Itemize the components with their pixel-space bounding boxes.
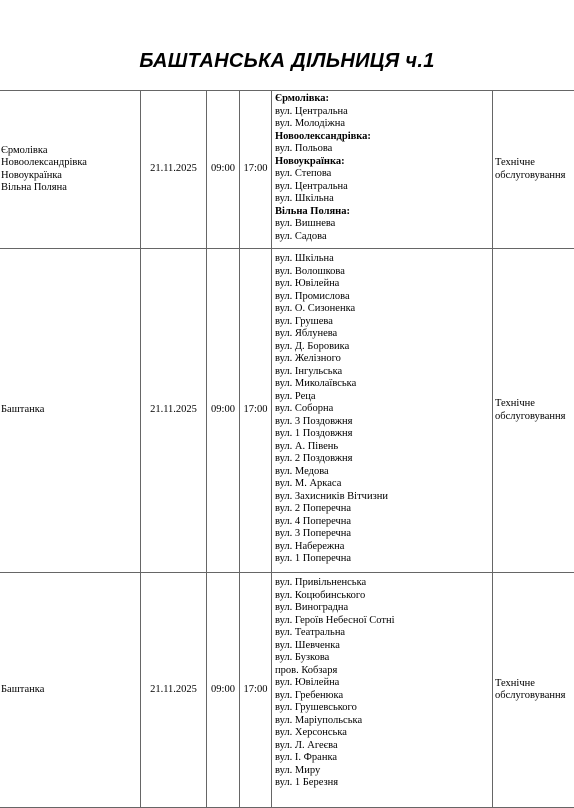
street-name: вул. Миру	[275, 765, 490, 778]
street-name: вул. Бузкова	[275, 652, 490, 665]
reason-text: обслуговування	[495, 690, 574, 703]
reason-text: Технічне	[495, 678, 574, 691]
reason-text: обслуговування	[495, 170, 574, 183]
locality-name: Баштанка	[1, 684, 138, 697]
reason-text: Технічне	[495, 398, 574, 411]
locality-cell	[0, 573, 141, 808]
street-name: вул. Шкільна	[275, 253, 490, 266]
street-name: вул. Коцюбинського	[275, 590, 490, 603]
street-name: вул. 3 Поперечна	[275, 528, 490, 541]
street-name: вул. Соборна	[275, 403, 490, 416]
locality-name: Новоолександрівка	[1, 157, 138, 170]
streets-cell	[272, 573, 493, 808]
reason-cell	[493, 249, 574, 573]
street-name: вул. 4 Поперечна	[275, 516, 490, 529]
locality-name: Вільна Поляна	[1, 182, 138, 195]
street-name: вул. 1 Поперечна	[275, 553, 490, 566]
date-cell: 21.11.2025	[141, 573, 207, 808]
street-name: вул. Польова	[275, 143, 490, 156]
table-row	[0, 91, 574, 249]
reason-cell	[493, 91, 574, 249]
street-name: вул. І. Франка	[275, 752, 490, 765]
street-name: вул. Центральна	[275, 106, 490, 119]
street-name: вул. Шевченка	[275, 640, 490, 653]
street-name: вул. Промислова	[275, 291, 490, 304]
street-name: вул. Степова	[275, 168, 490, 181]
outage-schedule-table	[0, 90, 574, 808]
locality-cell	[0, 91, 141, 249]
street-name: вул. Центральна	[275, 181, 490, 194]
street-name: вул. Театральна	[275, 627, 490, 640]
street-name: вул. Захисників Вітчизни	[275, 491, 490, 504]
street-name: вул. Інгульська	[275, 366, 490, 379]
village-heading: Єрмолівка:	[275, 93, 490, 106]
locality-cell	[0, 249, 141, 573]
street-name: вул. Реца	[275, 391, 490, 404]
street-name: вул. Привільненська	[275, 577, 490, 590]
village-heading: Новоолександрівка:	[275, 131, 490, 144]
street-name: вул. Яблунева	[275, 328, 490, 341]
street-name: вул. 1 Березня	[275, 777, 490, 790]
streets-cell	[272, 249, 493, 573]
reason-cell	[493, 573, 574, 808]
village-heading: Новоукраїнка:	[275, 156, 490, 169]
end-time-cell: 17:00	[240, 249, 272, 573]
start-time-cell: 09:00	[207, 91, 240, 249]
end-time-cell: 17:00	[240, 573, 272, 808]
streets-cell	[272, 91, 493, 249]
street-name: вул. 2 Поздовжня	[275, 453, 490, 466]
street-name: вул. Набережна	[275, 541, 490, 554]
street-name: пров. Кобзаря	[275, 665, 490, 678]
street-name: вул. Молодіжна	[275, 118, 490, 131]
street-name: вул. Ювілейна	[275, 278, 490, 291]
end-time-cell: 17:00	[240, 91, 272, 249]
date-cell: 21.11.2025	[141, 249, 207, 573]
street-name: вул. Героїв Небесної Сотні	[275, 615, 490, 628]
street-name: вул. О. Сизоненка	[275, 303, 490, 316]
table-body	[0, 91, 574, 808]
street-name: вул. Ювілейна	[275, 677, 490, 690]
street-name: вул. Шкільна	[275, 193, 490, 206]
village-heading: Вільна Поляна:	[275, 206, 490, 219]
street-name: вул. Виноградна	[275, 602, 490, 615]
street-name: вул. Маріупольська	[275, 715, 490, 728]
street-name: вул. Л. Агеєва	[275, 740, 490, 753]
locality-name: Новоукраїнка	[1, 170, 138, 183]
street-name: вул. Вишнева	[275, 218, 490, 231]
street-name: вул. Садова	[275, 231, 490, 244]
start-time-cell: 09:00	[207, 573, 240, 808]
street-name: вул. Медова	[275, 466, 490, 479]
street-name: вул. Миколаївська	[275, 378, 490, 391]
locality-name: Єрмолівка	[1, 145, 138, 158]
street-name: вул. А. Півень	[275, 441, 490, 454]
reason-text: обслуговування	[495, 411, 574, 424]
street-name: вул. Грушевського	[275, 702, 490, 715]
start-time-cell: 09:00	[207, 249, 240, 573]
street-name: вул. Д. Боровика	[275, 341, 490, 354]
street-name: вул. 3 Поздовжня	[275, 416, 490, 429]
street-name: вул. М. Аркаса	[275, 478, 490, 491]
date-cell: 21.11.2025	[141, 91, 207, 249]
locality-name: Баштанка	[1, 404, 138, 417]
table-row	[0, 573, 574, 808]
reason-text: Технічне	[495, 157, 574, 170]
street-name: вул. Желізного	[275, 353, 490, 366]
street-name: вул. Волошкова	[275, 266, 490, 279]
table-row	[0, 249, 574, 573]
street-name: вул. 1 Поздовжня	[275, 428, 490, 441]
street-name: вул. 2 Поперечна	[275, 503, 490, 516]
street-name: вул. Грушева	[275, 316, 490, 329]
street-name: вул. Херсонська	[275, 727, 490, 740]
page-title: БАШТАНСЬКА ДІЛЬНИЦЯ ч.1	[0, 50, 574, 73]
street-name: вул. Гребенюка	[275, 690, 490, 703]
